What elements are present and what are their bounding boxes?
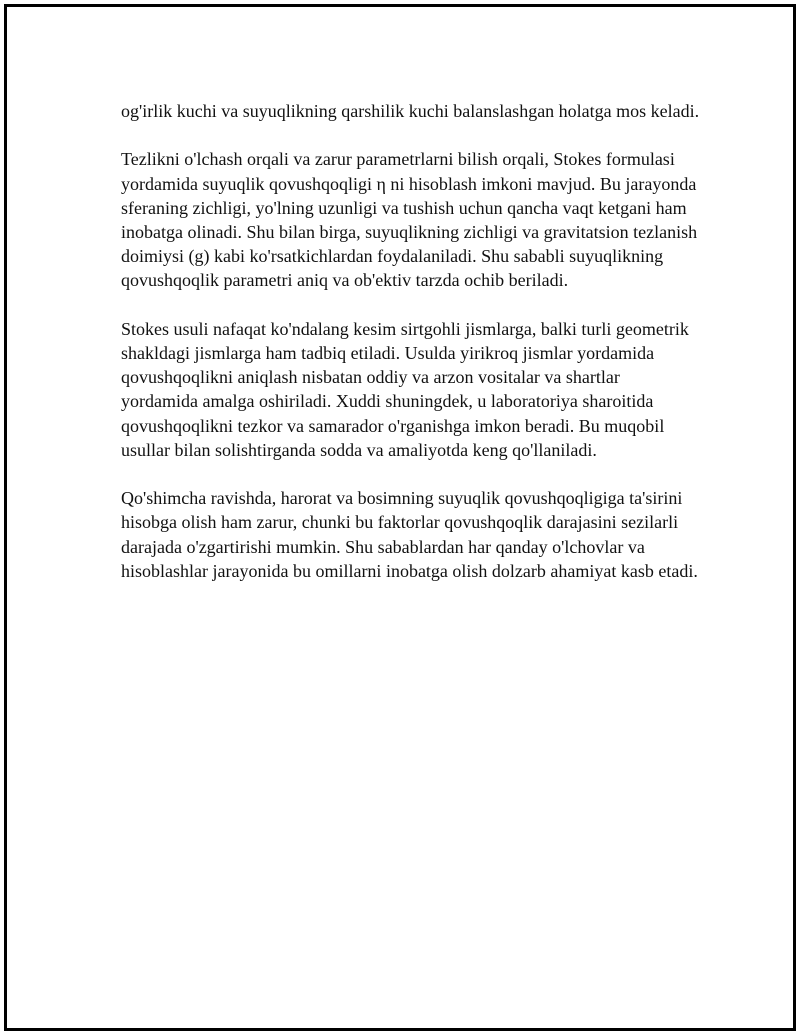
paragraph-1: og'irlik kuchi va suyuqlikning qarshilik kuchi balanslashgan holatga mos keladi.	[121, 101, 700, 121]
paragraph-4: Qo'shimcha ravishda, harorat va bosimning suyuqlik qovushqoqligiga ta'sirini hisobga olish ham zarur, chunki bu faktorlar qovushqoqlik darajasini sezilarli darajada o'zgartirishi mumkin. Shu sabablardan har qanday o'lchovlar va hisoblashlar jarayonida bu omillarni inobatga olish dolzarb ahamiyat kasb etadi.	[121, 488, 698, 581]
paragraph-2: Tezlikni o'lchash orqali va zarur parametrlarni bilish orqali, Stokes formulasi yordamida suyuqlik qovushqoqligi η ni hisoblash imkoni mavjud. Bu jarayonda sferaning zichligi, yo'lning uzunligi va tushish uchun qancha vaqt ketgani ham inobatga olinadi. Shu bilan birga, suyuqlikning zichligi va gravitatsion tezlanish doimiysi (g) kabi ko'rsatkichlardan foydalaniladi. Shu sababli suyuqlikning qovushqoqlik parametri aniq va ob'ektiv tarzda ochib beriladi.	[121, 149, 698, 291]
document-body	[121, 99, 701, 607]
paragraph-3: Stokes usuli nafaqat ko'ndalang kesim sirtgohli jismlarga, balki turli geometrik shakldagi jismlarga ham tadbiq etiladi. Usulda yirikroq jismlar yordamida qovushqoqlikni aniqlash nisbatan oddiy va arzon vositalar va shartlar yordamida amalga oshiriladi. Xuddi shuningdek, u laboratoriya sharoitida qovushqoqlikni tezkor va samarador o'rganishga imkon beradi. Bu muqobil usullar bilan solishtirganda sodda va amaliyotda keng qo'llaniladi.	[121, 318, 689, 460]
page-frame	[4, 4, 796, 1031]
